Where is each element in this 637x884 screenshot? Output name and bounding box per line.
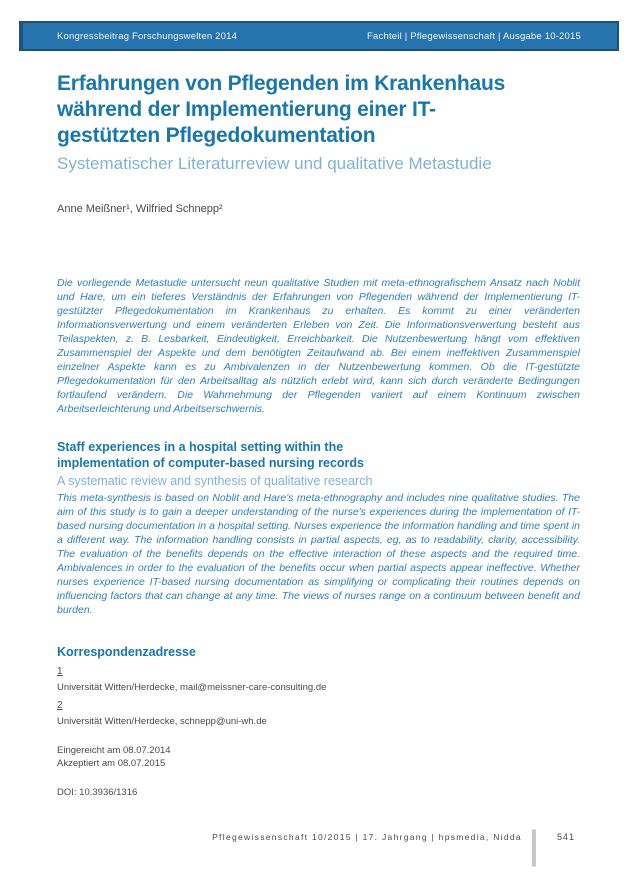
article-title	[57, 71, 580, 149]
article-title-line: Erfahrungen von Pflegenden im Krankenhaus	[57, 72, 506, 95]
footer-journal-label: Pflegewissenschaft 10/2015 | 17. Jahrgang | hpsmedia, Nidda	[212, 832, 522, 842]
accepted-date: Akzeptiert am 08.07.2015	[57, 758, 166, 769]
english-subtitle: A systematic review and synthesis of qualitative research	[57, 474, 373, 488]
footnote-marker-1[interactable]: 1	[57, 666, 63, 677]
page-footer	[0, 829, 637, 867]
abstract-german: Die vorliegende Metastudie untersucht neun qualitative Studien mit meta-ethnografischem Ansatz nach Noblit und Hare, um ein tieferes Verständnis der Erfahrungen von Pflegenden während der Implementierung IT-gestützter Pflegedokumentation im Krankenhaus zu erhalten. Es kommt zu einer veränderten Informationsverwertung und einem veränderten Erleben von Zeit. Die Informationsverwertung besteht aus Teilaspekten, z. B. Lesbarkeit, Eindeutigkeit, Erreichbarkeit. Die Nutzenbewertung hängt vom effektiven Zusammenspiel der Aspekte und dem benötigten Zeitaufwand ab. Bei einem ineffektiven Zusammenspiel einzelner Aspekte kann es zu Ambivalenzen in der Nutzenbewertung kommen. Ob die IT-gestützte Pflegedokumentation für den Arbeitsalltag als nützlich erlebt wird, kann sich durch veränderte Bedingungen fortlaufend verändern. Die Wahrnehmung der Pflegenden variiert auf einem Kontinuum zwischen Arbeitserleichterung und Arbeitserschwernis.	[57, 277, 580, 415]
correspondence-address-2: Universität Witten/Herdecke, schnepp@uni-wh.de	[57, 716, 267, 727]
article-content	[57, 71, 580, 798]
footer-page-number: 541	[556, 832, 575, 842]
submitted-date: Eingereicht am 08.07.2014	[57, 745, 171, 756]
english-title-line: implementation of computer-based nursing records	[57, 455, 364, 470]
article-subtitle: Systematischer Literaturreview und qualitative Metastudie	[57, 154, 492, 173]
doi-label: DOI: 10.3936/1316	[57, 787, 138, 798]
authors-line: Anne Meißner¹, Wilfried Schnepp²	[57, 203, 223, 215]
correspondence-address-1: Universität Witten/Herdecke, mail@meissner-care-consulting.de	[57, 682, 327, 693]
manuscript-dates	[57, 744, 580, 770]
abstract-english: This meta-synthesis is based on Noblit and Hare's meta-ethnography and includes nine qualitative studies. The aim of this study is to gain a deeper understanding of the nurse's experiences during the implementation of IT-based nursing documentation in a hospital setting. Nurses experience the information handling and time spent in a different way. The information handling consists in partial aspects, eg, as to readability, clarity, accessibility. The evaluation of the benefits depends on the effective interaction of these aspects and the required time. Ambivalences in order to the evaluation of the benefits occur when partial aspects appear ineffective. Whether nurses experience IT-based nursing documentation as simplifying or complicating their routines depends on influencing factors that can change at any time. The views of nurses range on a continuum between benefit and burden.	[57, 492, 580, 616]
header-left-label: Kongressbeitrag Forschungswelten 2014	[57, 30, 238, 42]
correspondence-heading: Korrespondenzadresse	[57, 645, 196, 659]
english-title-line: Staff experiences in a hospital setting within the	[57, 440, 344, 454]
article-title-line: während der Implementierung einer IT-	[57, 98, 436, 121]
journal-header-bar	[19, 21, 619, 51]
header-right-label: Fachteil | Pflegewissenschaft | Ausgabe 10-2015	[367, 30, 581, 42]
footer-divider-bar	[532, 829, 536, 867]
english-title	[57, 440, 580, 471]
footnote-marker-2[interactable]: 2	[57, 700, 63, 711]
article-title-line: gestützten Pflegedokumentation	[57, 124, 376, 147]
